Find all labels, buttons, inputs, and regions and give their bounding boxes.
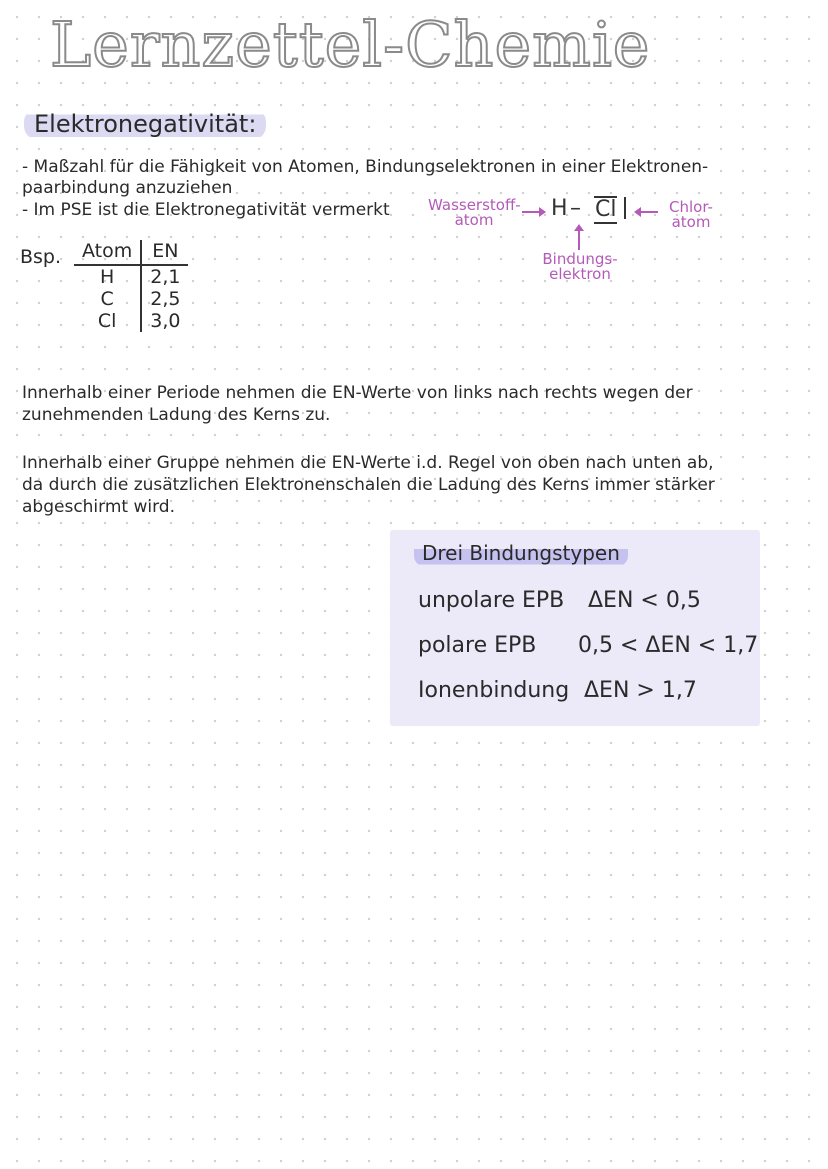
group-line-3: abgeschirmt wird. bbox=[22, 497, 175, 517]
formula-bond: – bbox=[570, 196, 581, 221]
bond-type-condition: 0,5 < ΔEN < 1,7 bbox=[578, 633, 759, 658]
definition-line-2: paarbindung anzuziehen bbox=[22, 178, 233, 198]
table-row bbox=[74, 288, 188, 310]
atom-cell: C bbox=[74, 288, 141, 310]
formula-hydrogen: H bbox=[551, 196, 568, 221]
column-header-atom: Atom bbox=[74, 240, 141, 265]
arrow-to-chlorine-icon bbox=[634, 211, 658, 213]
hydrogen-atom-label bbox=[428, 198, 520, 228]
chlorine-atom-label bbox=[662, 200, 720, 230]
bond-type-name: Ionenbindung bbox=[418, 678, 570, 703]
hydrogen-label-line-1: Wasserstoff- bbox=[428, 196, 521, 214]
en-cell: 2,5 bbox=[150, 288, 181, 310]
bonding-label-line-2: elektron bbox=[549, 265, 611, 283]
group-line-2: da durch die zusätzlichen Elektronenschalen die Ladung des Kerns immer stärker bbox=[22, 475, 715, 495]
table-row bbox=[74, 265, 188, 288]
definition-line-1: - Maßzahl für die Fähigkeit von Atomen, Bindungselektronen in einer Elektronen- bbox=[22, 157, 709, 177]
bond-type-name: polare EPB bbox=[418, 633, 537, 658]
formula-chlorine: Cl bbox=[595, 197, 617, 222]
page-title: Lernzettel-Chemie bbox=[50, 8, 651, 81]
atom-cell: Cl bbox=[74, 310, 141, 332]
bond-type-name: unpolare EPB bbox=[418, 588, 565, 613]
bond-type-condition: ΔEN > 1,7 bbox=[584, 678, 697, 703]
en-cell: 3,0 bbox=[150, 310, 181, 332]
arrow-to-bond-icon bbox=[574, 224, 584, 250]
column-header-en: EN bbox=[141, 240, 188, 265]
en-cell: 2,1 bbox=[150, 266, 181, 288]
definition-line-3: - Im PSE ist die Elektronegativität vermerkt bbox=[22, 200, 390, 220]
period-line-2: zunehmenden Ladung des Kerns zu. bbox=[22, 405, 331, 425]
section-heading: Elektronegativität: bbox=[24, 108, 266, 140]
arrow-to-hydrogen-icon bbox=[522, 211, 546, 213]
group-line-1: Innerhalb einer Gruppe nehmen die EN-Werte i.d. Regel von oben nach unten ab, bbox=[22, 453, 714, 473]
hydrogen-label-line-2: atom bbox=[454, 211, 494, 229]
bonding-label-line-1: Bindungs- bbox=[542, 250, 618, 268]
bond-type-condition: ΔEN < 0,5 bbox=[588, 588, 701, 613]
chlorine-label-line-1: Chlor- bbox=[669, 198, 713, 216]
atom-cell: H bbox=[74, 265, 141, 288]
en-table-grid bbox=[74, 240, 188, 332]
period-line-1: Innerhalb einer Periode nehmen die EN-Werte von links nach rechts wegen der bbox=[22, 383, 693, 403]
table-header-row bbox=[74, 240, 188, 265]
example-label: Bsp. bbox=[20, 246, 62, 268]
table-row bbox=[74, 310, 188, 332]
chlorine-label-line-2: atom bbox=[671, 213, 711, 231]
bonding-electron-label bbox=[532, 252, 628, 282]
bond-types-title: Drei Bindungstypen bbox=[414, 540, 628, 566]
en-table bbox=[74, 240, 188, 332]
lone-pair-mark bbox=[624, 197, 626, 219]
